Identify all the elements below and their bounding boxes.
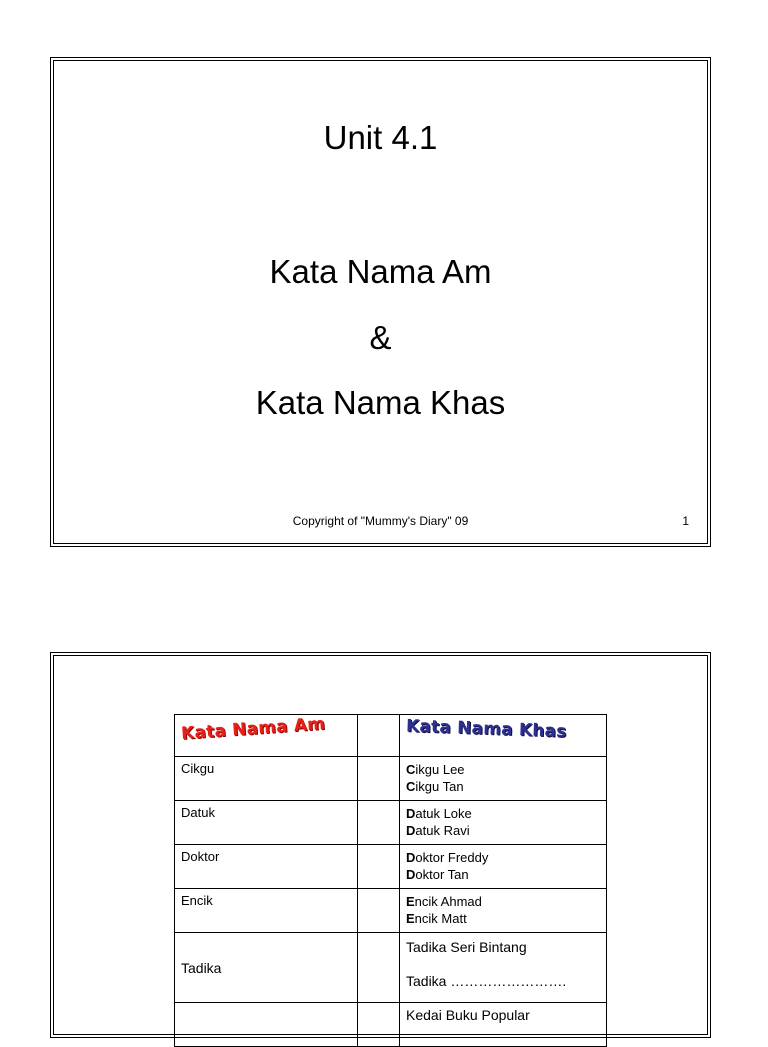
first-letter: C	[406, 779, 416, 794]
copyright-footer: Copyright of "Mummy's Diary" 09	[292, 514, 469, 528]
khas-cell	[400, 801, 607, 845]
rest-text: atuk Ravi	[415, 823, 470, 838]
am-cell: Cikgu	[175, 757, 358, 801]
khas-cell	[400, 933, 607, 1003]
first-letter: D	[406, 823, 416, 838]
first-letter: E	[406, 894, 415, 909]
table-row	[175, 933, 607, 1003]
spacer-cell	[358, 801, 400, 845]
first-letter: C	[406, 762, 416, 777]
page-number: 1	[682, 514, 689, 528]
rest-text: ikgu Tan	[415, 779, 464, 794]
khas-cell	[400, 1003, 607, 1047]
spacer-cell	[358, 757, 400, 801]
title-ampersand: &	[369, 319, 392, 356]
rest-text: ikgu Lee	[415, 762, 465, 777]
header-cell-am	[175, 715, 358, 757]
am-cell: Tadika	[175, 933, 358, 1003]
first-letter: E	[406, 911, 415, 926]
slide-1	[53, 60, 708, 544]
am-cell: Encik	[175, 889, 358, 933]
khas-cell	[400, 889, 607, 933]
khas-cell	[400, 757, 607, 801]
rest-text: ncik Ahmad	[414, 894, 482, 909]
am-cell	[175, 1003, 358, 1047]
table-header-row	[175, 715, 607, 757]
table-row	[175, 757, 607, 801]
spacer-cell	[358, 889, 400, 933]
first-letter: D	[406, 867, 416, 882]
header-spacer-cell	[358, 715, 400, 757]
khas-text: Tadika Seri Bintang	[406, 939, 527, 955]
title-line-3: Kata Nama Khas	[255, 384, 506, 421]
rest-text: oktor Freddy	[415, 850, 489, 865]
spacer-cell	[358, 845, 400, 889]
table-row	[175, 845, 607, 889]
rest-text: oktor Tan	[415, 867, 469, 882]
table-row	[175, 801, 607, 845]
noun-table	[174, 714, 607, 1047]
header-kata-nama-khas: Kata Nama Khas	[405, 716, 567, 742]
slide-2	[53, 655, 708, 1035]
khas-cell	[400, 845, 607, 889]
first-letter: D	[406, 850, 416, 865]
am-cell: Doktor	[175, 845, 358, 889]
unit-title: Unit 4.1	[323, 119, 438, 156]
spacer-cell	[358, 1003, 400, 1047]
header-kata-nama-am: Kata Nama Am	[180, 713, 326, 745]
table-row	[175, 1003, 607, 1047]
rest-text: atuk Loke	[415, 806, 472, 821]
khas-text: Tadika …………………….	[406, 973, 567, 989]
khas-text: Kedai Buku Popular	[406, 1007, 530, 1023]
rest-text: ncik Matt	[414, 911, 467, 926]
am-cell: Datuk	[175, 801, 358, 845]
header-cell-khas	[400, 715, 607, 757]
title-line-1: Kata Nama Am	[269, 253, 492, 290]
table-row	[175, 889, 607, 933]
spacer-cell	[358, 933, 400, 1003]
first-letter: D	[406, 806, 416, 821]
